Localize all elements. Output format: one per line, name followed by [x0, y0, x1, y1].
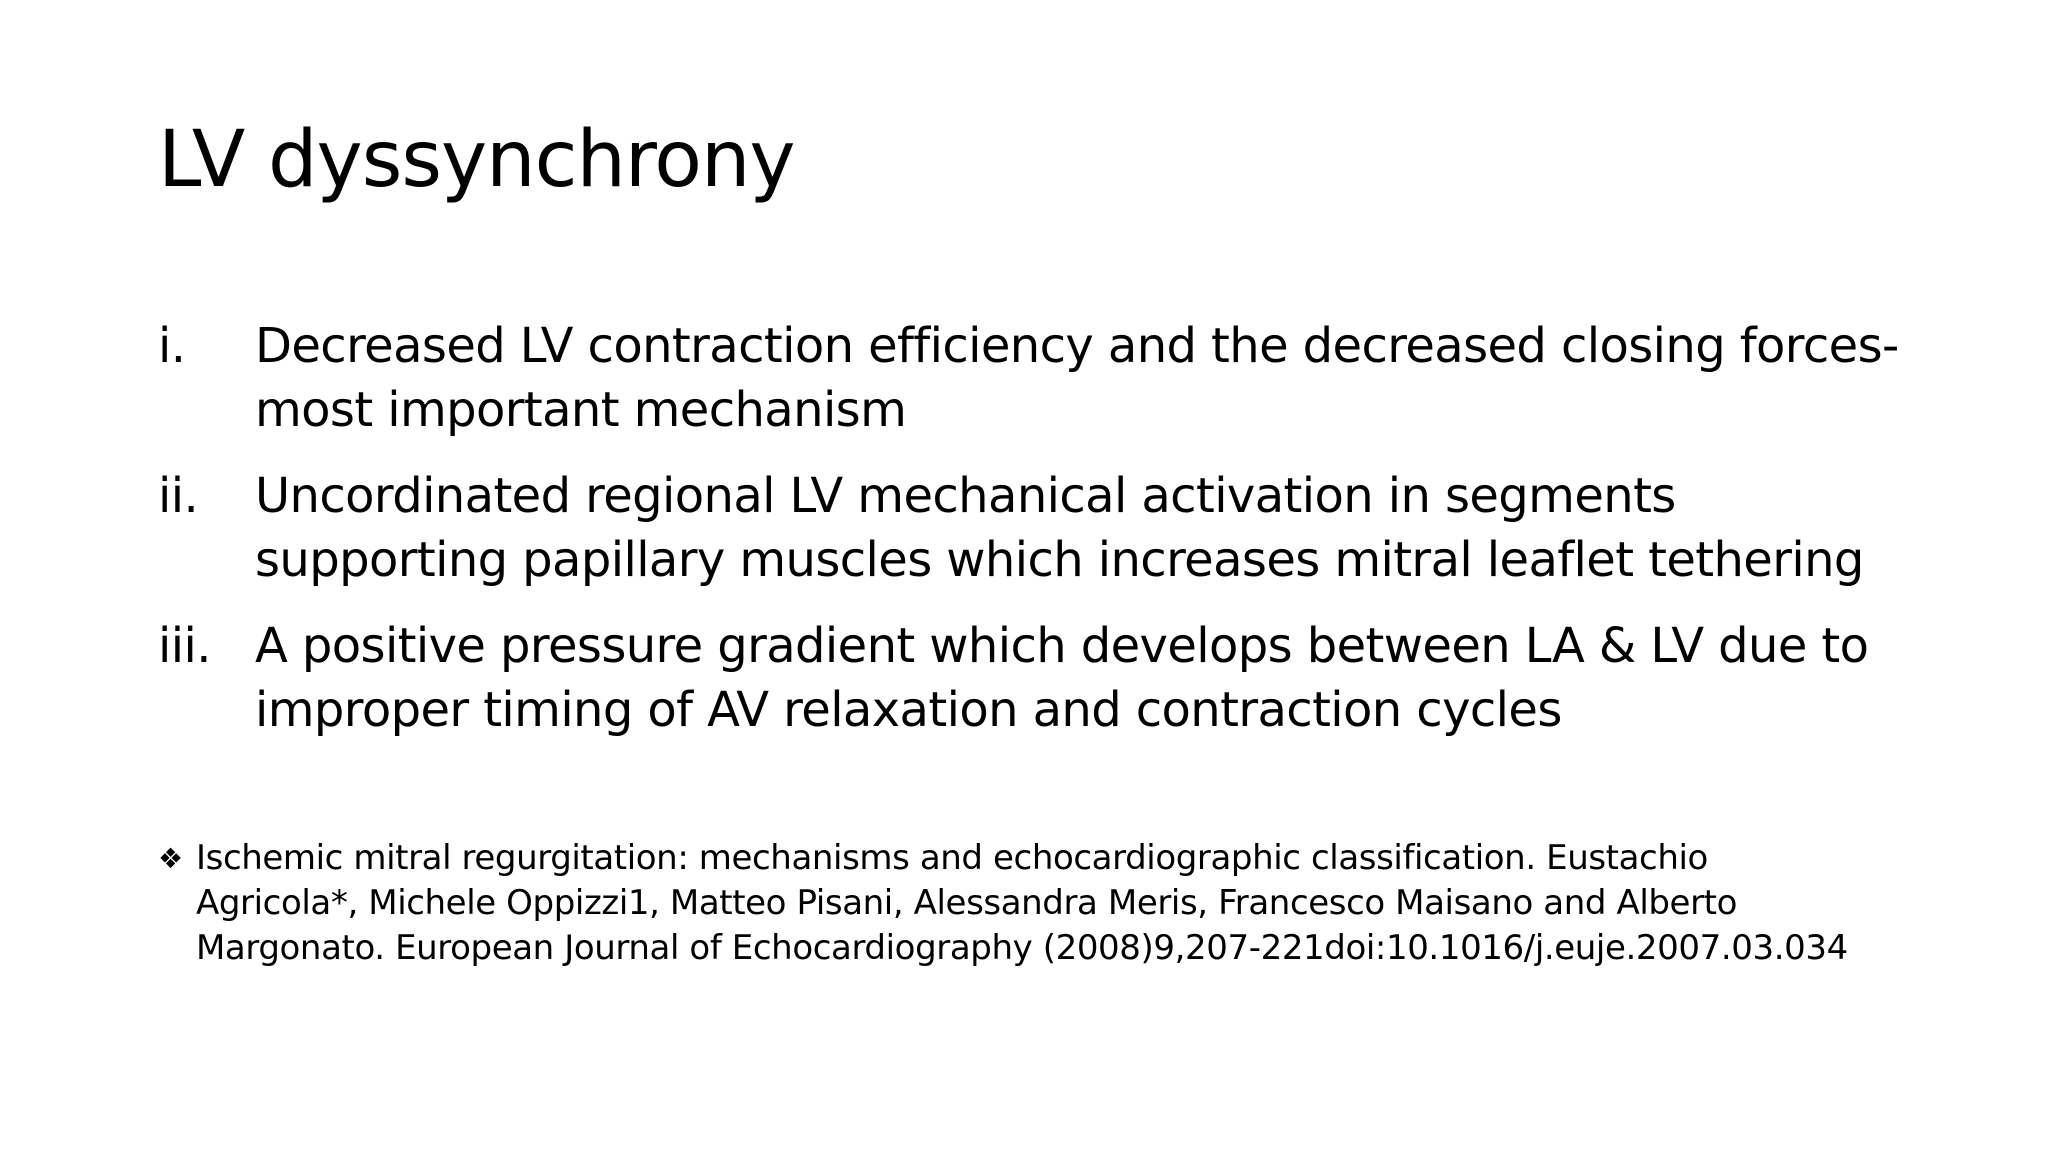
list-item-marker: ii.: [158, 468, 199, 524]
reference-text: Ischemic mitral regurgitation: mechanisms and echocardiographic classification. Eustachio Agricola*, Michele Oppizzi1, Matteo Pisani, Alessandra Meris, Francesco Maisano and Alberto Margonato. European Journal of Echocardiography (2008)9,207-221doi:10.1016/j.euje.2007.03.034: [196, 838, 1848, 968]
list-item-marker: i.: [158, 318, 186, 374]
diamond-bullet-icon: ❖: [158, 842, 183, 875]
list-item-text: Decreased LV contraction efficiency and the decreased closing forces- most important mechanism: [255, 318, 1899, 438]
list-item: [158, 464, 1918, 592]
list-item: [158, 314, 1918, 442]
list-item-text: A positive pressure gradient which develops between LA & LV due to improper timing of AV relaxation and contraction cycles: [255, 618, 1869, 738]
list-item-marker: iii.: [158, 618, 211, 674]
mechanism-list: [158, 314, 1918, 764]
reference-citation: [158, 836, 1878, 971]
list-item-text: Uncordinated regional LV mechanical activation in segments supporting papillary muscles which increases mitral leaflet tethering: [255, 468, 1864, 588]
slide-title: LV dyssynchrony: [158, 115, 795, 205]
list-item: [158, 614, 1918, 742]
